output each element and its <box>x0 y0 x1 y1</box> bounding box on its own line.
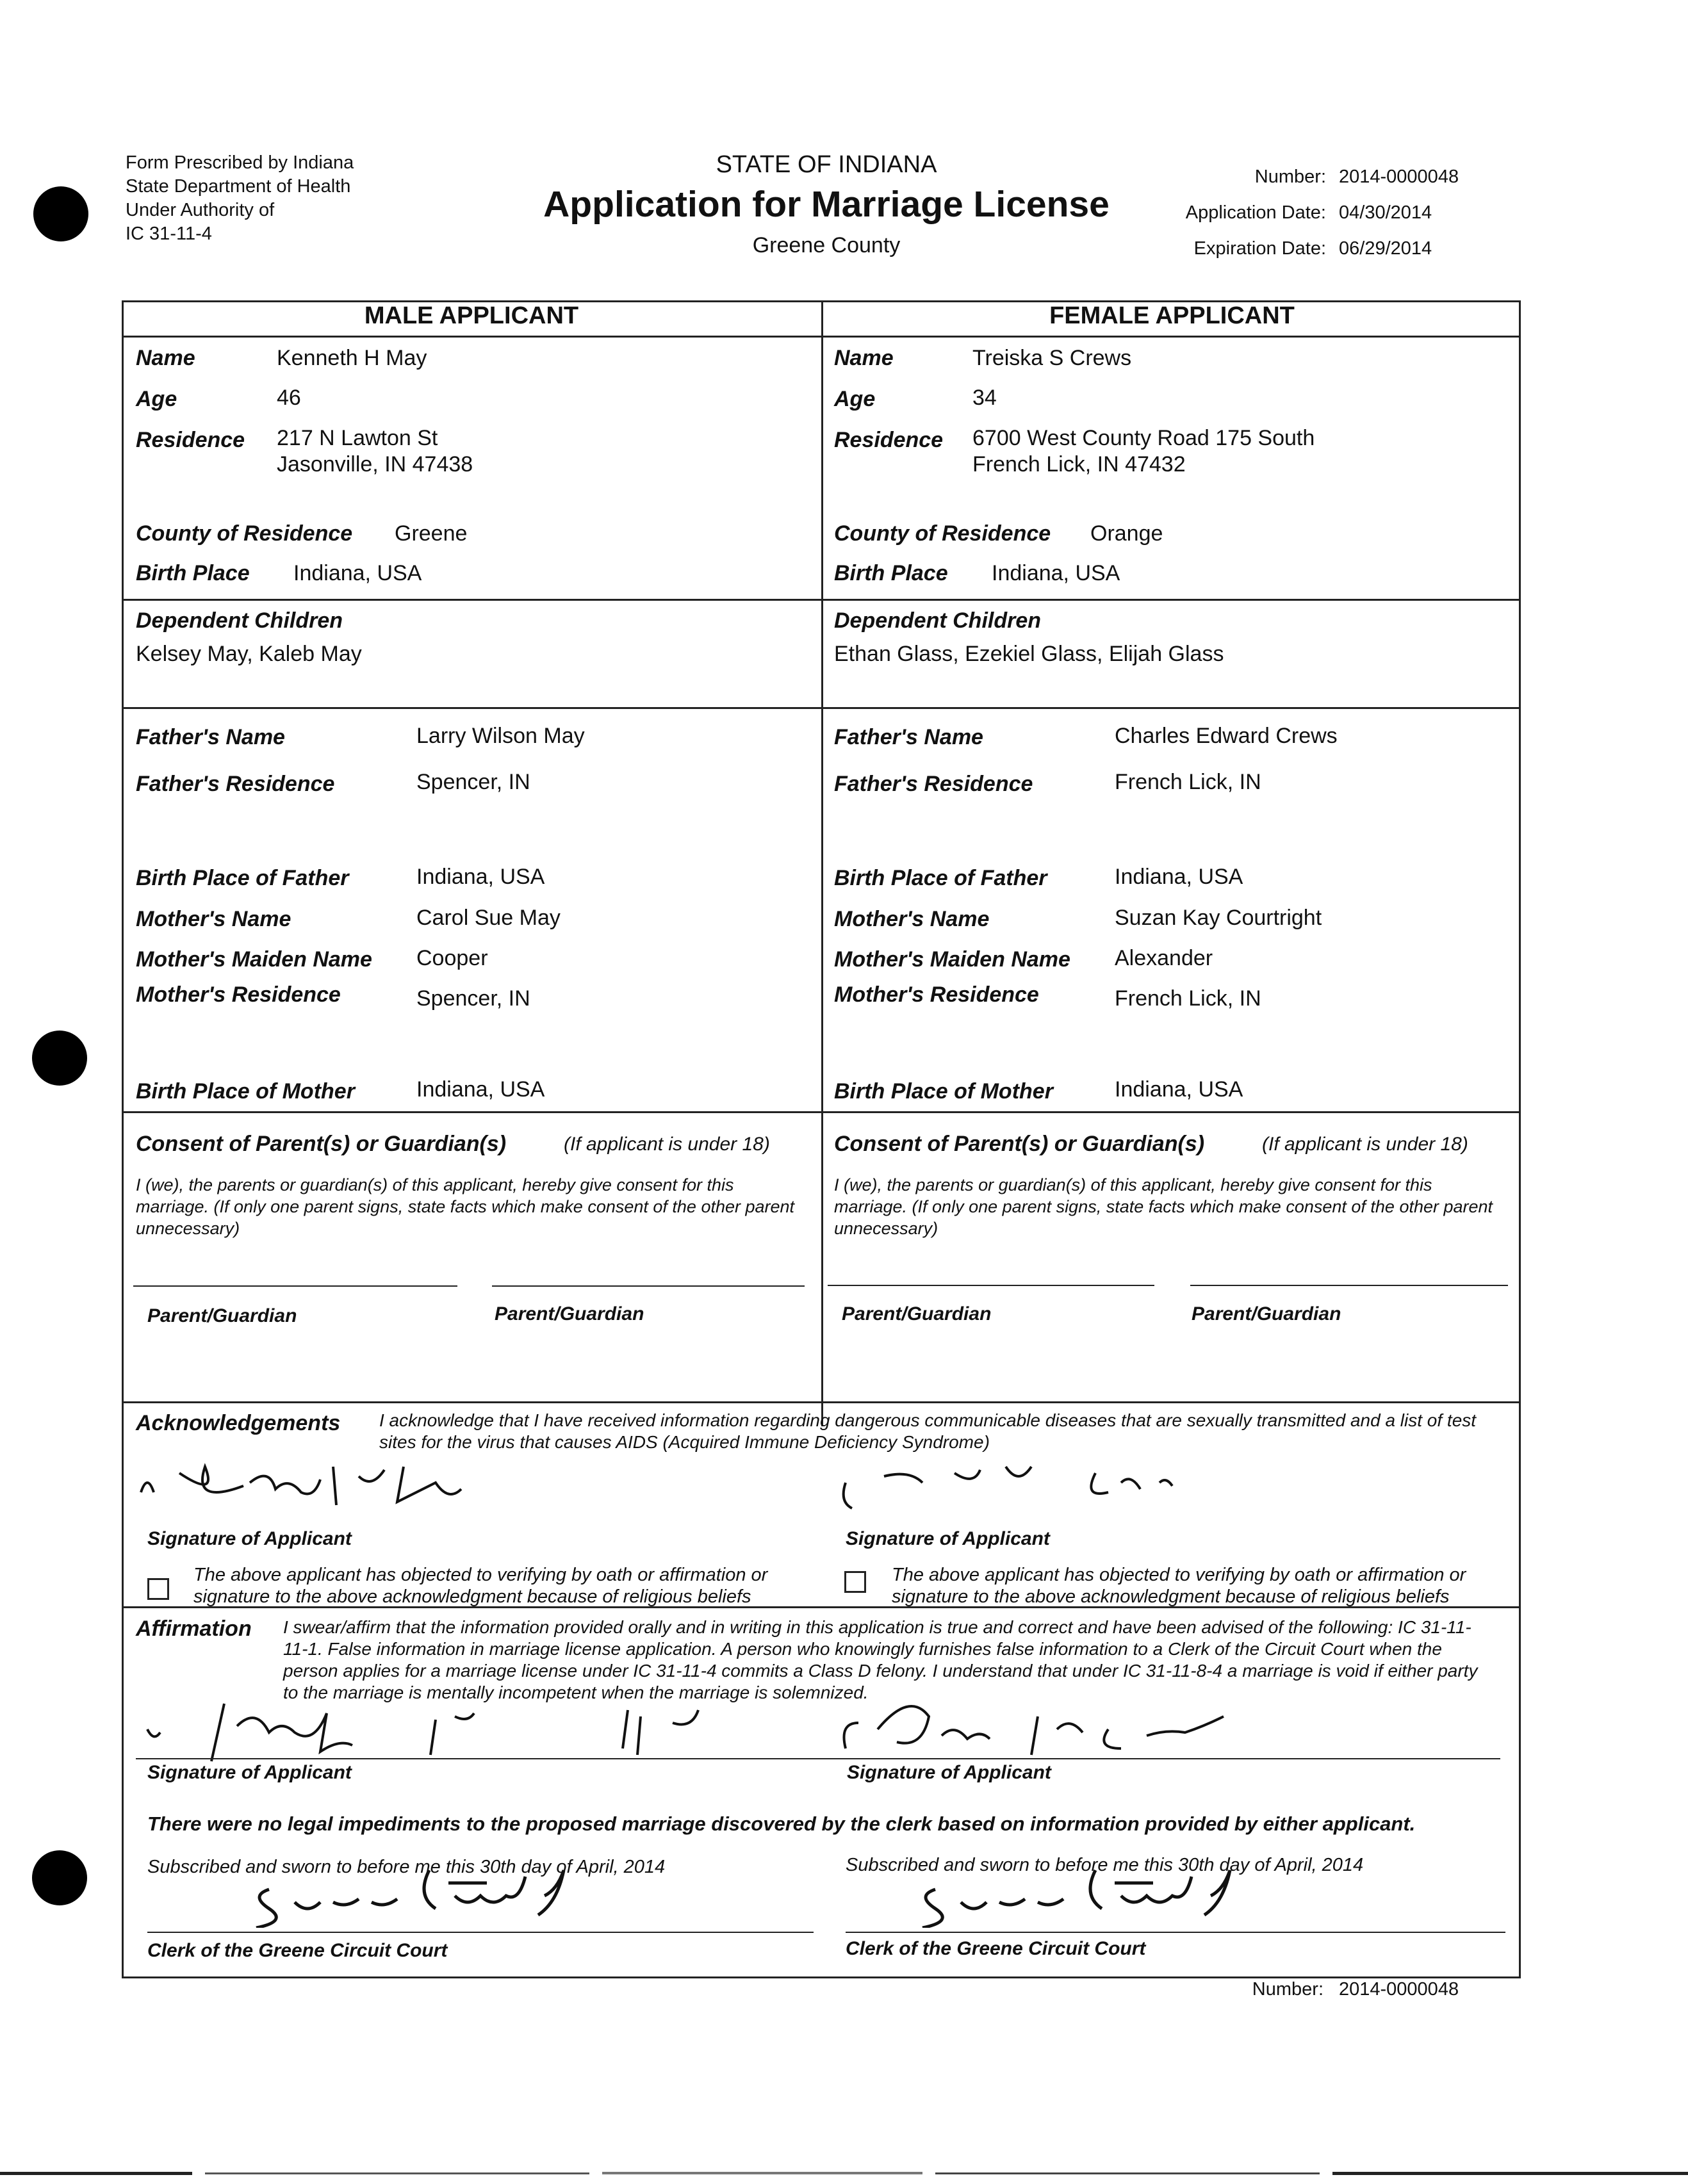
male-affirmation-signature <box>128 1691 833 1768</box>
application-date-value: 04/30/2014 <box>1339 202 1432 223</box>
male-religious-objection-text: The above applicant has objected to verifying by oath or affirmation or signature to the above acknowledgment because of religious beliefs <box>193 1565 768 1607</box>
page-title: Application for Marriage License <box>543 184 1110 225</box>
signature-line <box>1190 1285 1508 1286</box>
female-birth-place-label: Birth Place <box>834 561 948 585</box>
female-age-label: Age <box>834 387 876 411</box>
scan-edge-artifact <box>0 2170 1688 2178</box>
female-fathers-residence: French Lick, IN <box>1115 770 1261 794</box>
expiration-date-label: Expiration Date: <box>1193 238 1326 259</box>
signature-line <box>136 1758 1500 1759</box>
male-clerk-label: Clerk of the Greene Circuit Court <box>147 1940 448 1961</box>
prescribed-line: Form Prescribed by Indiana <box>126 152 354 173</box>
female-mothers-maiden-label: Mother's Maiden Name <box>834 947 1070 972</box>
signature-line <box>492 1285 805 1287</box>
female-fathers-residence-label: Father's Residence <box>834 772 1033 796</box>
female-applicant-heading: FEMALE APPLICANT <box>1049 302 1295 329</box>
female-religious-objection-checkbox[interactable] <box>844 1571 866 1593</box>
rule <box>122 1401 1521 1403</box>
female-mothers-name: Suzan Kay Courtright <box>1115 906 1322 930</box>
female-subscribed-text: Subscribed and sworn to before me this 30th day of April, 2014 <box>846 1855 1364 1875</box>
application-date-label: Application Date: <box>1185 202 1326 223</box>
signature-line <box>828 1285 1154 1286</box>
clerk-line <box>846 1932 1505 1933</box>
male-birth-place: Indiana, USA <box>293 561 422 585</box>
male-residence-label: Residence <box>136 428 245 452</box>
male-religious-objection-checkbox[interactable] <box>147 1578 169 1600</box>
female-affirmation-signature <box>826 1691 1288 1768</box>
punch-hole-bottom <box>32 1850 87 1905</box>
female-birth-place-mother-label: Birth Place of Mother <box>834 1079 1053 1104</box>
female-mothers-residence: French Lick, IN <box>1115 986 1261 1011</box>
rule <box>122 599 1521 601</box>
prescribed-by <box>126 151 354 246</box>
male-applicant-heading: MALE APPLICANT <box>364 302 579 329</box>
prescribed-line: Under Authority of <box>126 200 275 220</box>
punch-hole-middle <box>32 1031 87 1086</box>
male-mothers-maiden-label: Mother's Maiden Name <box>136 947 372 972</box>
clerk-signature-male <box>243 1857 602 1928</box>
female-acknowledgement-signature <box>826 1447 1275 1518</box>
female-residence-line2: French Lick, IN 47432 <box>972 452 1186 477</box>
signature-line <box>133 1285 457 1287</box>
female-mothers-residence-label: Mother's Residence <box>834 982 1039 1007</box>
male-fathers-residence-label: Father's Residence <box>136 772 335 796</box>
male-age-label: Age <box>136 387 177 411</box>
male-mothers-maiden: Cooper <box>416 946 488 970</box>
male-name: Kenneth H May <box>277 346 427 370</box>
footer-number-label: Number: <box>1252 1979 1323 2000</box>
female-county-label: County of Residence <box>834 521 1051 546</box>
female-birth-place-father: Indiana, USA <box>1115 865 1243 889</box>
affirmation-text: I swear/affirm that the information provided orally and in writing in this application is true and correct and have been advised of the following: IC 31-11-11-1. False information in marriage license application. A person who knowingly furnishes false information to a Clerk of the Circuit Court when the person applies for a marriage license under IC 31-11-4 commits a Class D felony. I understand that under IC 31-11-8-4 a marriage is void if either party to the marriage is mentally incompetent when the marriage is solemnized. <box>283 1617 1478 1702</box>
parent-guardian-label: Parent/Guardian <box>495 1303 644 1324</box>
female-age: 34 <box>972 386 997 410</box>
prescribed-line: State Department of Health <box>126 176 351 197</box>
male-mothers-name-label: Mother's Name <box>136 907 291 931</box>
male-mothers-residence-label: Mother's Residence <box>136 982 341 1007</box>
female-residence-label: Residence <box>834 428 944 452</box>
female-mothers-maiden: Alexander <box>1115 946 1213 970</box>
male-dependent-children-label: Dependent Children <box>136 608 343 633</box>
number-value: 2014-0000048 <box>1339 167 1459 187</box>
male-age: 46 <box>277 386 301 410</box>
female-clerk-label: Clerk of the Greene Circuit Court <box>846 1938 1146 1959</box>
expiration-date-value: 06/29/2014 <box>1339 238 1432 259</box>
male-mothers-residence: Spencer, IN <box>416 986 530 1011</box>
female-dependent-children: Ethan Glass, Ezekiel Glass, Elijah Glass <box>834 642 1224 666</box>
female-fathers-name-label: Father's Name <box>834 725 983 749</box>
female-consent-title: Consent of Parent(s) or Guardian(s) <box>834 1132 1205 1156</box>
male-name-label: Name <box>136 346 195 370</box>
parent-guardian-label: Parent/Guardian <box>147 1305 297 1326</box>
male-acknowledgement-signature <box>128 1447 833 1518</box>
female-religious-objection-text: The above applicant has objected to verifying by oath or affirmation or signature to the above acknowledgment because of religious beliefs <box>892 1565 1466 1607</box>
no-impediments-statement: There were no legal impediments to the proposed marriage discovered by the clerk based on information provided by either applicant. <box>147 1813 1416 1835</box>
male-fathers-residence: Spencer, IN <box>416 770 530 794</box>
male-ack-signature-label: Signature of Applicant <box>147 1528 352 1549</box>
male-fathers-name-label: Father's Name <box>136 725 285 749</box>
male-dependent-children: Kelsey May, Kaleb May <box>136 642 362 666</box>
male-consent-note: (If applicant is under 18) <box>564 1134 770 1155</box>
male-county-label: County of Residence <box>136 521 353 546</box>
male-birth-place-father-label: Birth Place of Father <box>136 866 349 890</box>
female-mothers-name-label: Mother's Name <box>834 907 990 931</box>
male-subscribed-text: Subscribed and sworn to before me this 30th day of April, 2014 <box>147 1857 666 1877</box>
rule <box>122 707 1521 709</box>
male-county: Greene <box>395 521 468 546</box>
female-name: Treiska S Crews <box>972 346 1132 370</box>
female-birth-place: Indiana, USA <box>992 561 1120 585</box>
parent-guardian-label: Parent/Guardian <box>842 1303 992 1324</box>
female-fathers-name: Charles Edward Crews <box>1115 724 1338 748</box>
affirmation-title: Affirmation <box>136 1617 252 1641</box>
parent-guardian-label: Parent/Guardian <box>1192 1303 1341 1324</box>
female-county: Orange <box>1090 521 1163 546</box>
female-birth-place-father-label: Birth Place of Father <box>834 866 1047 890</box>
female-ack-signature-label: Signature of Applicant <box>846 1528 1050 1549</box>
clerk-line <box>147 1932 814 1933</box>
number-label: Number: <box>1254 167 1326 187</box>
clerk-signature-female <box>910 1857 1268 1928</box>
female-birth-place-mother: Indiana, USA <box>1115 1077 1243 1102</box>
male-birth-place-label: Birth Place <box>136 561 250 585</box>
rule <box>122 336 1521 338</box>
rule <box>122 1111 1521 1113</box>
footer-number-value: 2014-0000048 <box>1339 1979 1459 2000</box>
male-affirmation-signature-label: Signature of Applicant <box>147 1762 352 1783</box>
female-dependent-children-label: Dependent Children <box>834 608 1042 633</box>
county-heading: Greene County <box>752 233 901 257</box>
acknowledgements-title: Acknowledgements <box>136 1411 341 1435</box>
male-birth-place-father: Indiana, USA <box>416 865 545 889</box>
male-consent-text: I (we), the parents or guardian(s) of this applicant, hereby give consent for this marriage. (If only one parent signs, state facts which make consent of the other parent unnecessary) <box>136 1175 795 1238</box>
punch-hole-top <box>33 186 88 241</box>
acknowledgements-text: I acknowledge that I have received information regarding dangerous communicable diseases that are sexually transmitted and a list of test sites for the virus that causes AIDS (Acquired Immune Deficiency Syndrome) <box>379 1410 1477 1452</box>
male-birth-place-mother: Indiana, USA <box>416 1077 545 1102</box>
female-name-label: Name <box>834 346 894 370</box>
state-heading: STATE OF INDIANA <box>716 151 937 178</box>
column-divider <box>821 300 823 1426</box>
male-mothers-name: Carol Sue May <box>416 906 561 930</box>
female-consent-note: (If applicant is under 18) <box>1262 1134 1468 1155</box>
female-residence-line1: 6700 West County Road 175 South <box>972 426 1315 450</box>
male-consent-title: Consent of Parent(s) or Guardian(s) <box>136 1132 507 1156</box>
male-residence-line2: Jasonville, IN 47438 <box>277 452 473 477</box>
male-birth-place-mother-label: Birth Place of Mother <box>136 1079 355 1104</box>
female-consent-text: I (we), the parents or guardian(s) of this applicant, hereby give consent for this marriage. (If only one parent signs, state facts which make consent of the other parent unnecessary) <box>834 1175 1493 1238</box>
female-affirmation-signature-label: Signature of Applicant <box>847 1762 1051 1783</box>
prescribed-line: IC 31-11-4 <box>126 224 212 244</box>
male-fathers-name: Larry Wilson May <box>416 724 585 748</box>
male-residence-line1: 217 N Lawton St <box>277 426 438 450</box>
